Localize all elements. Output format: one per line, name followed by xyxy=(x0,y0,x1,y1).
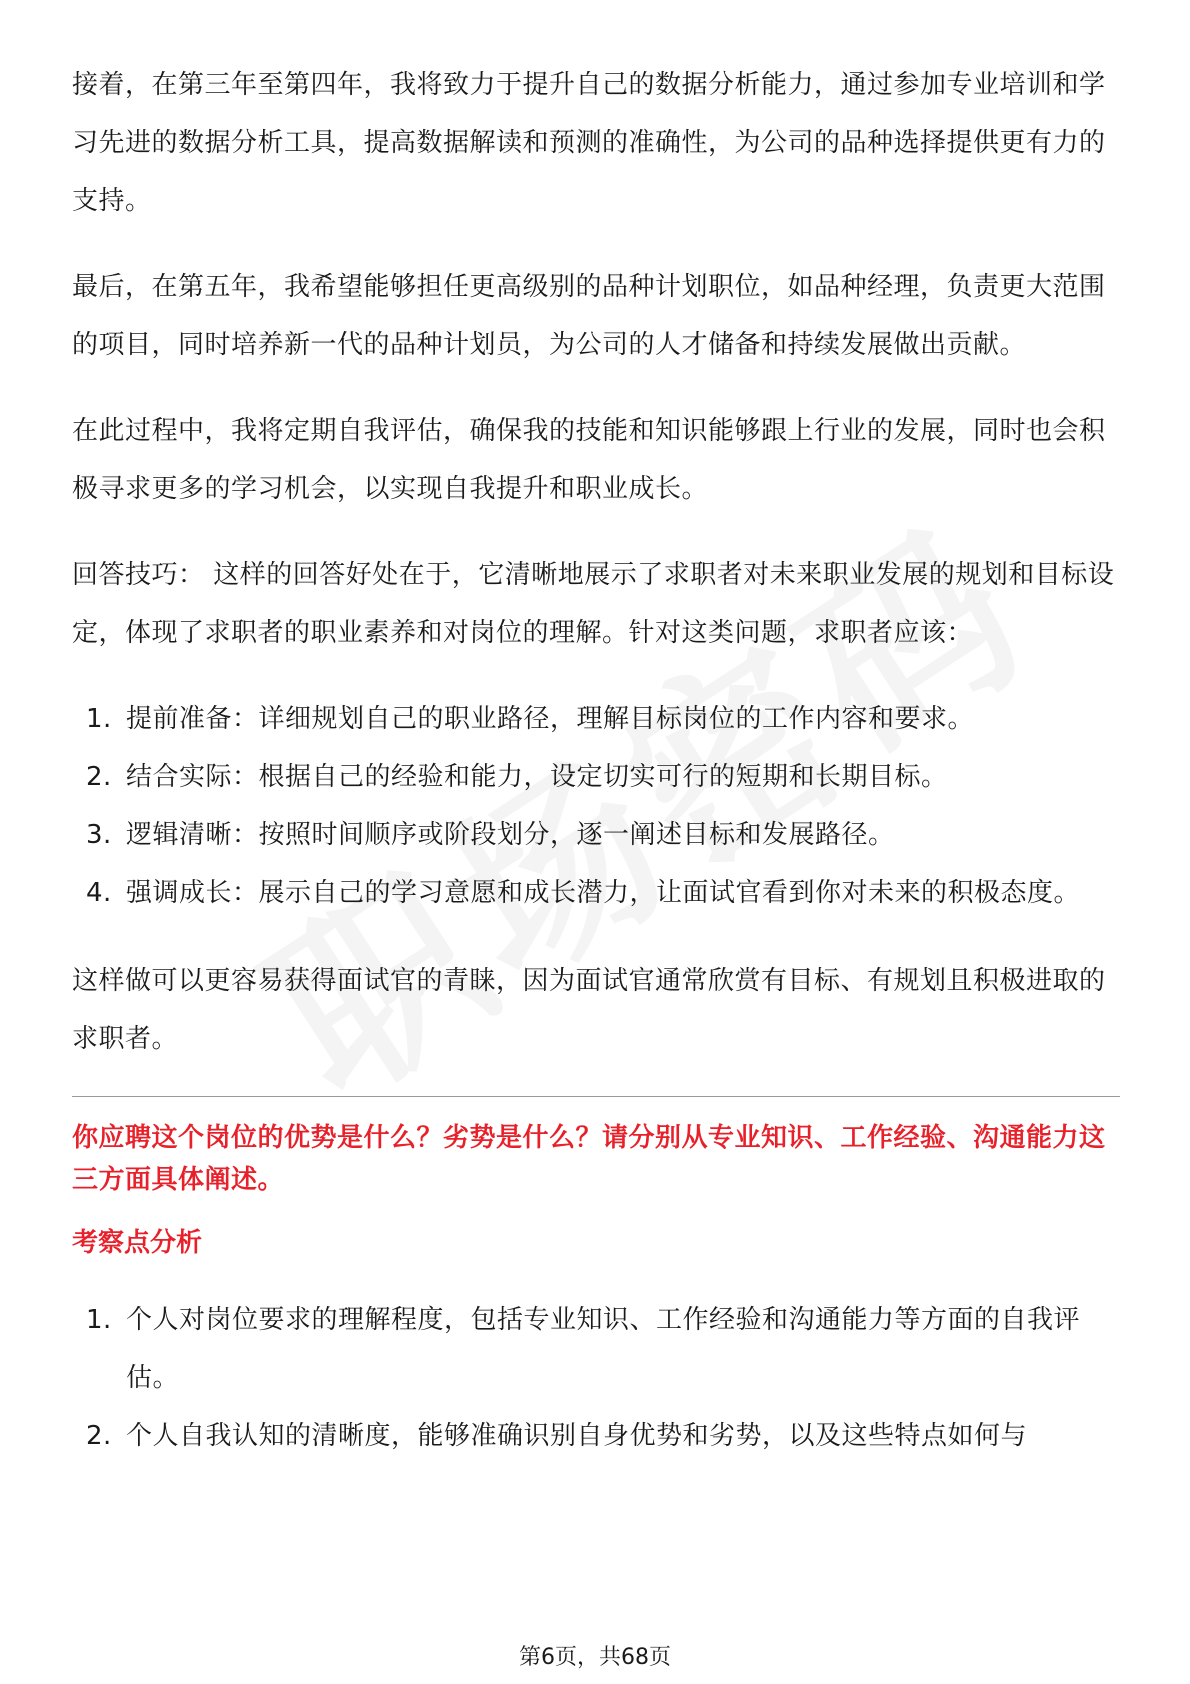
list-number: 2. xyxy=(86,1421,112,1451)
page-footer: 第6页，共68页 xyxy=(519,1645,671,1670)
list-item xyxy=(72,864,1120,922)
document-page xyxy=(72,56,1120,1495)
list-item xyxy=(72,748,1120,806)
paragraph-years-three-four: 接着，在第三年至第四年，我将致力于提升自己的数据分析能力，通过参加专业培训和学习先进的数据分析工具，提高数据解读和预测的准确性，为公司的品种选择提供更有力的支持。 xyxy=(72,70,1106,216)
paragraph-year-five: 最后，在第五年，我希望能够担任更高级别的品种计划职位，如品种经理，负责更大范围的项目，同时培养新一代的品种计划员，为公司的人才储备和持续发展做出贡献。 xyxy=(72,272,1106,360)
list-item-text: 强调成长：展示自己的学习意愿和成长潜力，让面试官看到你对未来的积极态度。 xyxy=(126,878,1081,908)
paragraph-closing: 这样做可以更容易获得面试官的青睐，因为面试官通常欣赏有目标、有规划且积极进取的求职者。 xyxy=(72,966,1106,1054)
list-item xyxy=(72,806,1120,864)
paragraph-self-evaluation: 在此过程中，我将定期自我评估，确保我的技能和知识能够跟上行业的发展，同时也会积极寻求更多的学习机会，以实现自我提升和职业成长。 xyxy=(72,416,1106,504)
section-title: 考察点分析 xyxy=(72,1228,203,1258)
interview-question: 你应聘这个岗位的优势是什么？劣势是什么？请分别从专业知识、工作经验、沟通能力这三方面具体阐述。 xyxy=(72,1123,1106,1195)
list-number: 4. xyxy=(86,878,112,908)
list-number: 3. xyxy=(86,820,112,850)
tips-list xyxy=(72,690,1120,922)
list-item-text: 逻辑清晰：按照时间顺序或阶段划分，逐一阐述目标和发展路径。 xyxy=(126,820,895,850)
list-item xyxy=(72,1291,1120,1407)
list-item-text: 个人自我认知的清晰度，能够准确识别自身优势和劣势，以及这些特点如何与 xyxy=(126,1421,1028,1451)
paragraph-answer-tips: 回答技巧： 这样的回答好处在于，它清晰地展示了求职者对未来职业发展的规划和目标设定，体现了求职者的职业素养和对岗位的理解。针对这类问题，求职者应该： xyxy=(72,560,1115,648)
list-item-text: 提前准备：详细规划自己的职业路径，理解目标岗位的工作内容和要求。 xyxy=(126,704,975,734)
section-divider xyxy=(72,1096,1120,1097)
list-item xyxy=(72,1407,1120,1465)
list-number: 2. xyxy=(86,762,112,792)
analysis-list xyxy=(72,1291,1120,1465)
list-item-text: 结合实际：根据自己的经验和能力，设定切实可行的短期和长期目标。 xyxy=(126,762,948,792)
list-item xyxy=(72,690,1120,748)
list-number: 1. xyxy=(86,1305,112,1335)
list-item-text: 个人对岗位要求的理解程度，包括专业知识、工作经验和沟通能力等方面的自我评估。 xyxy=(126,1305,1081,1393)
list-number: 1. xyxy=(86,704,112,734)
